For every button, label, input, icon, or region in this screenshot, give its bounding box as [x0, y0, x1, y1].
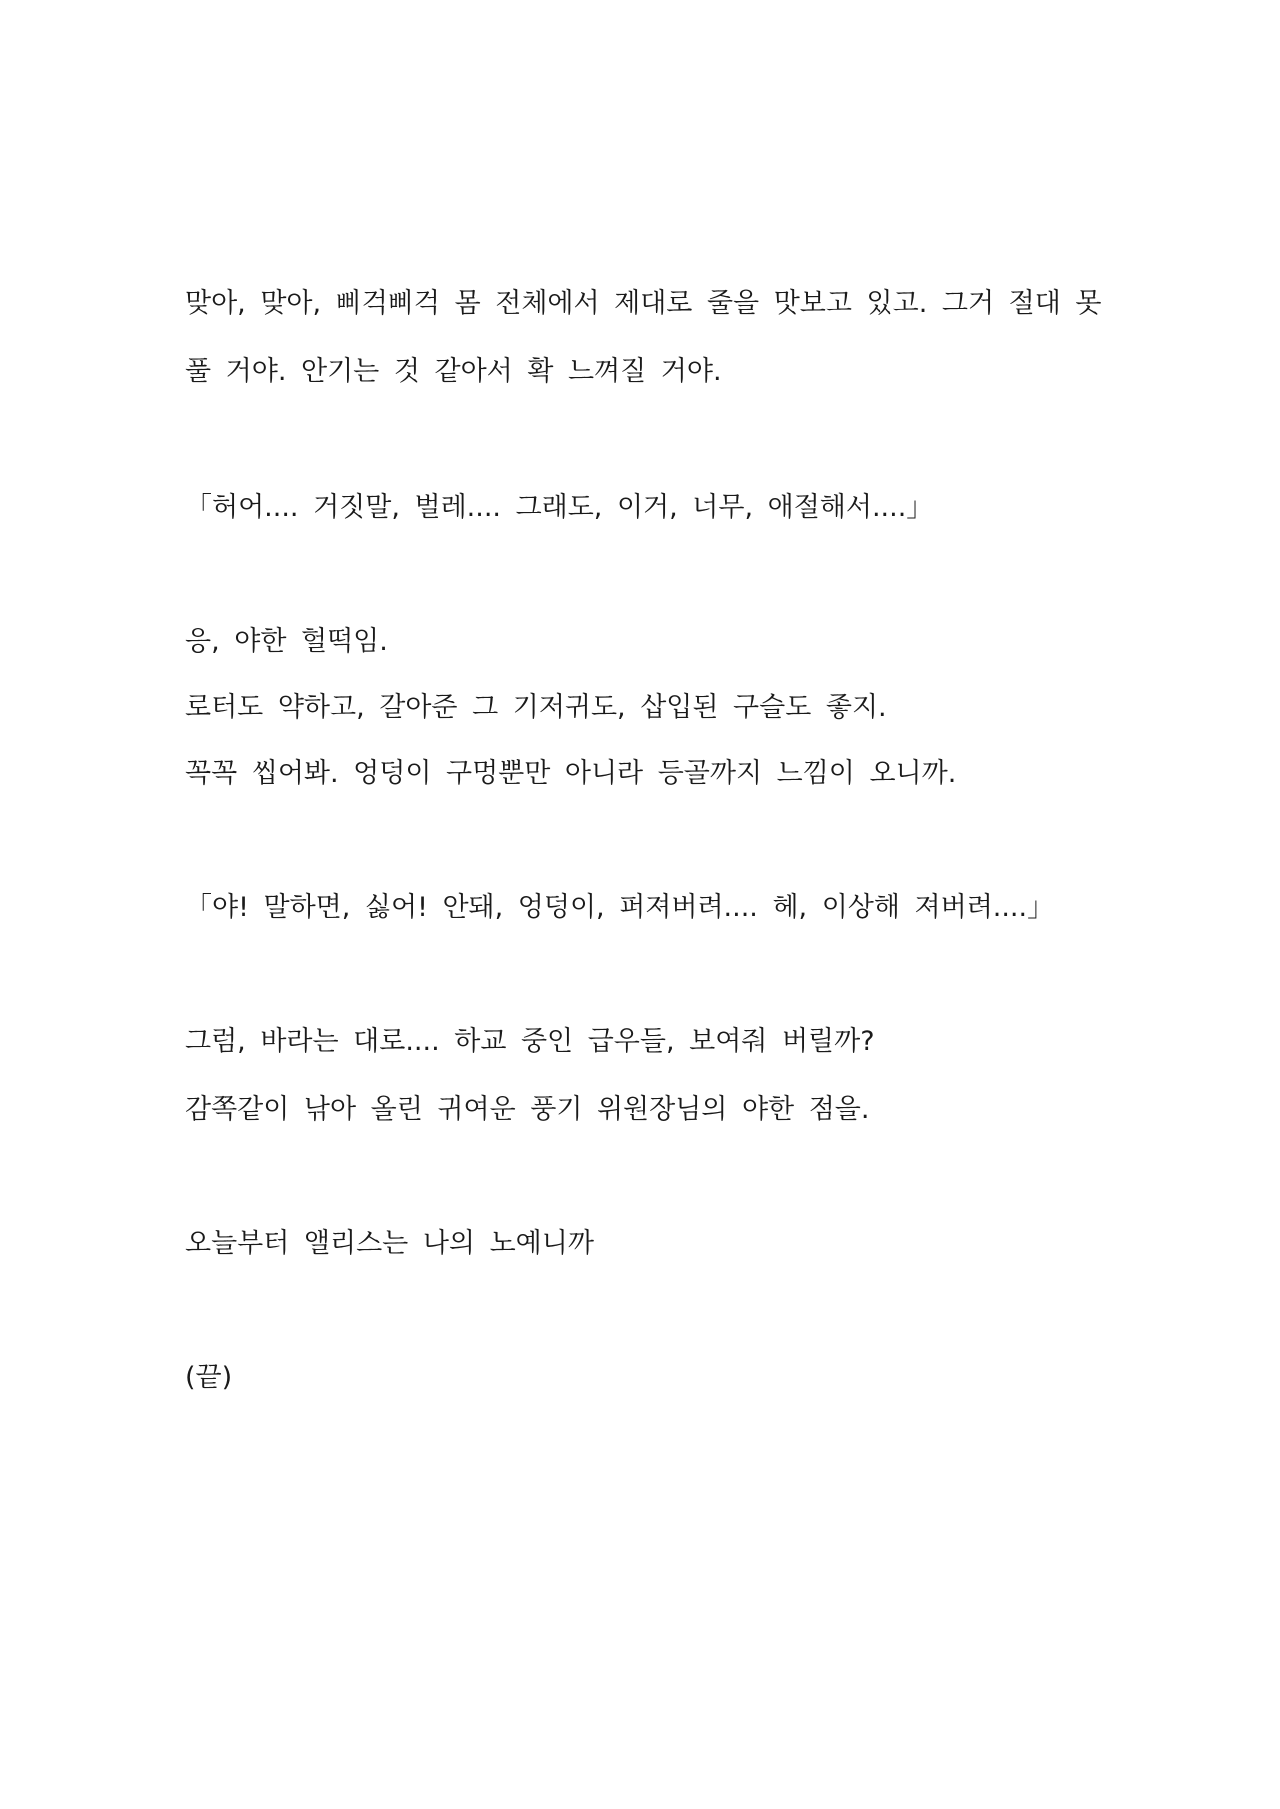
- paragraph-line-6: 그럼, 바라는 대로.... 하교 중인 급우들, 보여줘 버릴까?: [185, 1026, 875, 1057]
- dialogue-line-1: 「허어.... 거짓말, 벌레.... 그래도, 이거, 너무, 애절해서....」: [185, 492, 934, 523]
- dialogue-line-2: 「야! 말하면, 싫어! 안돼, 엉덩이, 퍼져버려.... 헤, 이상해 져버려....」: [185, 892, 1055, 923]
- paragraph-line-7: 감쪽같이 낚아 올린 귀여운 풍기 위원장님의 야한 점을.: [185, 1094, 870, 1125]
- paragraph-line-1: 맞아, 맞아, 삐걱삐걱 몸 전체에서 제대로 줄을 맛보고 있고. 그거 절대 못: [185, 288, 1102, 319]
- paragraph-line-8: 오늘부터 앨리스는 나의 노예니까: [185, 1228, 594, 1259]
- paragraph-line-5: 꼭꼭 씹어봐. 엉덩이 구멍뿐만 아니라 등골까지 느낌이 오니까.: [185, 758, 957, 789]
- paragraph-line-3: 응, 야한 헐떡임.: [185, 626, 388, 657]
- paragraph-line-2: 풀 거야. 안기는 것 같아서 확 느껴질 거야.: [185, 356, 722, 387]
- end-marker: (끝): [185, 1362, 233, 1393]
- paragraph-line-4: 로터도 약하고, 갈아준 그 기저귀도, 삽입된 구슬도 좋지.: [185, 692, 887, 723]
